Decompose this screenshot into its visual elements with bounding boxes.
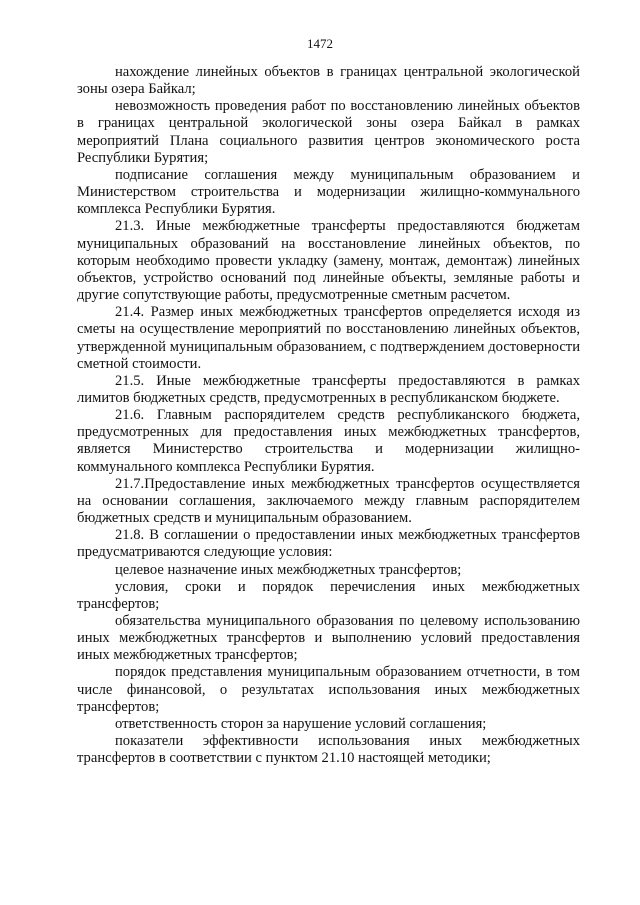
paragraph-baikal-zone: нахождение линейных объектов в границах центральной экологической зоны озера Байкал; bbox=[77, 64, 580, 98]
paragraph-21-5: 21.5. Иные межбюджетные трансферты предоставляются в рамках лимитов бюджетных средств, предусмотренных в республиканском бюджете. bbox=[77, 372, 580, 406]
list-item-reporting: порядок представления муниципальным образованием отчетности, в том числе финансовой, о результатах использования иных межбюджетных трансфертов; bbox=[77, 664, 580, 715]
paragraph-21-6: 21.6. Главным распорядителем средств республиканского бюджета, предусмотренных для предоставления иных межбюджетных трансфертов, является Министерство строительства и модернизации жилищно-коммунального комплекса Республики Бурятия. bbox=[77, 407, 580, 475]
list-item-indicators: показатели эффективности использования иных межбюджетных трансфертов в соответствии с пунктом 21.10 настоящей методики; bbox=[77, 733, 580, 767]
paragraph-agreement-signing: подписание соглашения между муниципальным образованием и Министерством строительства и модернизации жилищно-коммунального комплекса Республики Бурятия. bbox=[77, 166, 580, 218]
list-item-obligations: обязательства муниципального образования по целевому использованию иных межбюджетных трансфертов и выполнению условий предоставления иных межбюджетных трансфертов; bbox=[77, 613, 580, 664]
page-number: 1472 bbox=[307, 36, 333, 51]
paragraph-impossibility: невозможность проведения работ по восстановлению линейных объектов в границах центральной экологической зоны озера Байкал в рамках мероприятий Плана социального развития центров экономического роста Республики Бурятия; bbox=[77, 98, 580, 166]
paragraph-21-8: 21.8. В соглашении о предоставлении иных межбюджетных трансфертов предусматриваются следующие условия: bbox=[77, 527, 580, 561]
paragraph-21-3: 21.3. Иные межбюджетные трансферты предоставляются бюджетам муниципальных образований на восстановление линейных объектов, по которым необходимо провести укладку (замену, монтаж, демонтаж) линейных объектов, устройство оснований под линейные объекты, земляные работы и другие сопутствующие работы, предусмотренные сметным расчетом. bbox=[77, 218, 580, 304]
paragraph-21-7: 21.7.Предоставление иных межбюджетных трансфертов осуществляется на основании соглашения, заключаемого между главным распорядителем бюджетных средств и муниципальным образованием. bbox=[77, 475, 580, 527]
paragraph-21-4: 21.4. Размер иных межбюджетных трансфертов определяется исходя из сметы на осуществление мероприятий по восстановлению линейных объектов, утвержденной муниципальным образованием, с подтверждением достоверности сметной стоимости. bbox=[77, 304, 580, 372]
list-item-responsibility: ответственность сторон за нарушение условий соглашения; bbox=[115, 715, 487, 732]
list-item-terms: условия, сроки и порядок перечисления иных межбюджетных трансфертов; bbox=[77, 578, 580, 612]
list-item-purpose: целевое назначение иных межбюджетных трансфертов; bbox=[115, 561, 462, 578]
document-body bbox=[77, 64, 580, 767]
